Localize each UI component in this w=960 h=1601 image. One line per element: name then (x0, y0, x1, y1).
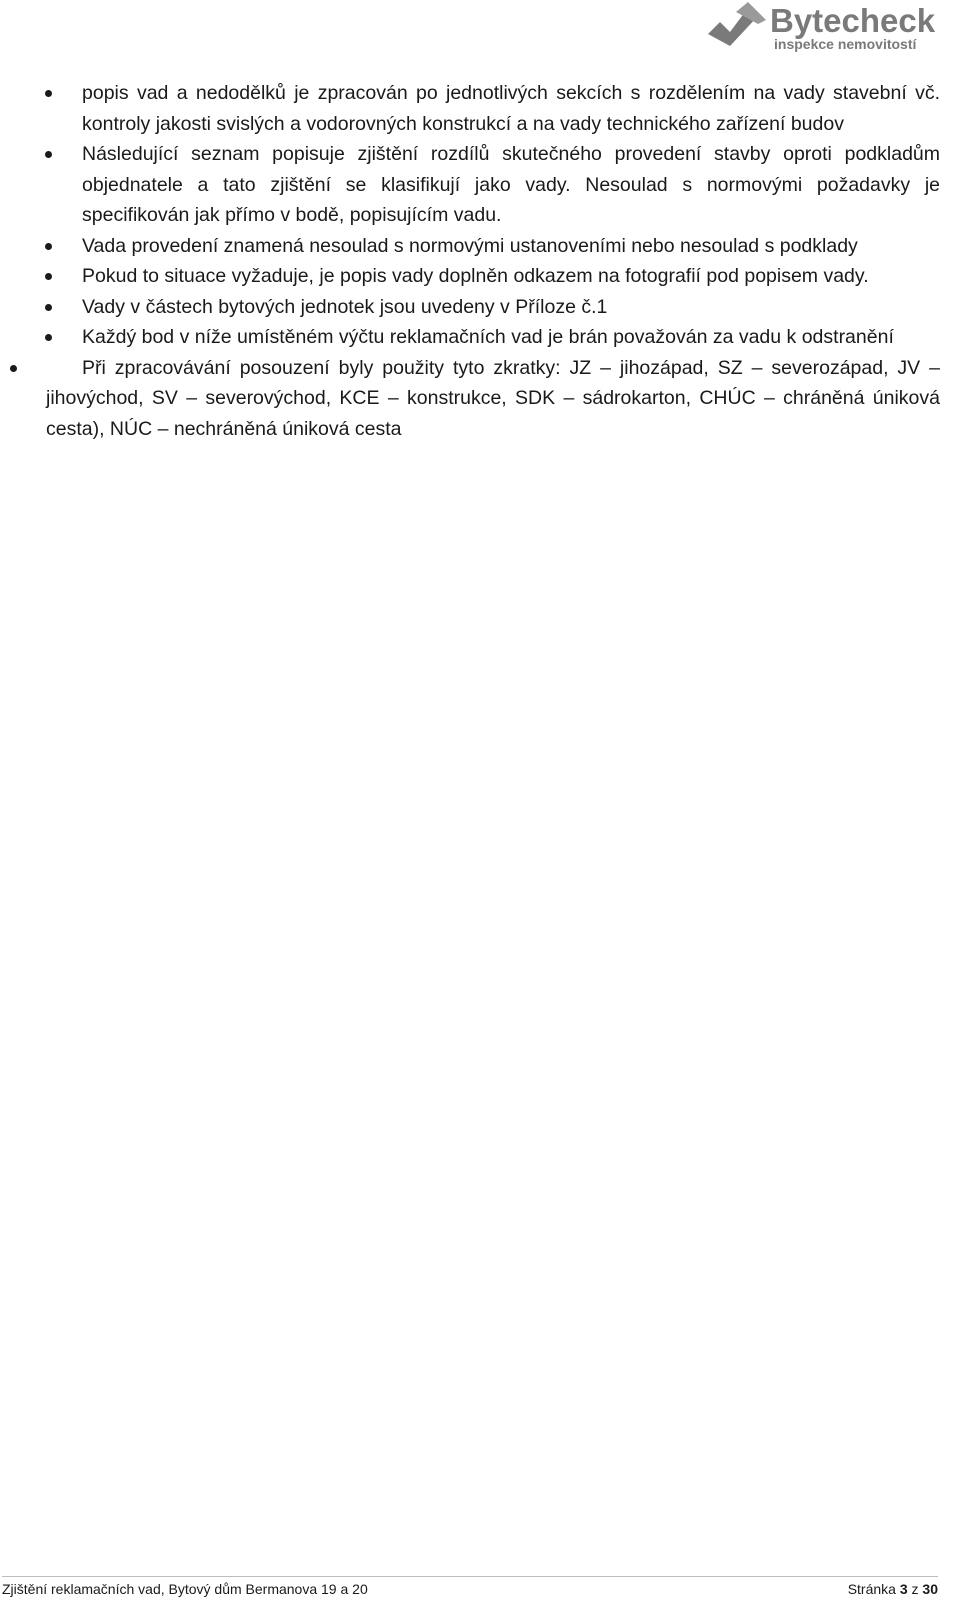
logo-wordmark: Bytecheck (770, 2, 936, 39)
page-footer (2, 1576, 938, 1599)
logo-tagline: inspekce nemovitostí (774, 36, 917, 52)
bullet-dot-icon (45, 243, 52, 250)
footer-page-label: Stránka (847, 1581, 896, 1597)
bullet-dot-icon (45, 334, 52, 341)
list-item-text: Vady v částech bytových jednotek jsou uvedeny v Příloze č.1 (82, 295, 608, 318)
bullet-dot-icon (45, 304, 52, 311)
list-item (0, 139, 960, 231)
footer-page-current: 3 (899, 1581, 908, 1597)
bullet-dot-icon (45, 151, 52, 158)
list-item (0, 261, 960, 292)
list-item-text: Pokud to situace vyžaduje, je popis vady doplněn odkazem na fotografií pod popisem vady. (82, 265, 869, 287)
list-item-text: Při zpracovávání posouzení byly použity tyto zkratky: JZ – jihozápad, SZ – severozápad, JV – jihovýchod, SV – severovýchod, KCE – konstrukce, SDK – sádrokarton, CHÚC – chráněná úniková cesta), NÚC – nechráněná úniková cesta (46, 356, 940, 440)
bytecheck-logo-mark-icon (706, 2, 946, 52)
list-item-abbreviations (0, 353, 960, 445)
bytecheck-logo (706, 2, 946, 52)
footer-document-title: Zjištění reklamačních vad, Bytový dům Bermanova 19 a 20 (2, 1581, 368, 1597)
list-item (0, 78, 960, 139)
footer-page-of: z (911, 1581, 919, 1597)
bullet-dot-icon (45, 273, 52, 280)
list-item (0, 322, 960, 353)
bullet-dot-icon (10, 365, 17, 372)
list-item-text: Vada provedení znamená nesoulad s normovými ustanoveními nebo nesoulad s podklady (82, 234, 858, 257)
list-item (0, 231, 960, 262)
footer-page-number (848, 1579, 938, 1599)
defects-notes-list (0, 78, 960, 444)
list-item-text: Následující seznam popisuje zjištění rozdílů skutečného provedení stavby oproti podkladům objednatele a tato zjištění se klasifikují jako vady. Nesoulad s normovými požadavky je specifikován jak přímo v bodě, popisujícím vadu. (82, 143, 940, 226)
footer-page-total: 30 (922, 1581, 938, 1597)
list-item-text: Každý bod v níže umístěném výčtu reklamačních vad je brán považován za vadu k odstranění (82, 326, 894, 348)
bullet-dot-icon (45, 90, 52, 97)
list-item (0, 292, 960, 323)
list-item-text: popis vad a nedodělků je zpracován po jednotlivých sekcích s rozdělením na vady stavební vč. kontroly jakosti svislých a vodorovných konstrukcí a na vady technického zařízení budov (82, 82, 940, 135)
